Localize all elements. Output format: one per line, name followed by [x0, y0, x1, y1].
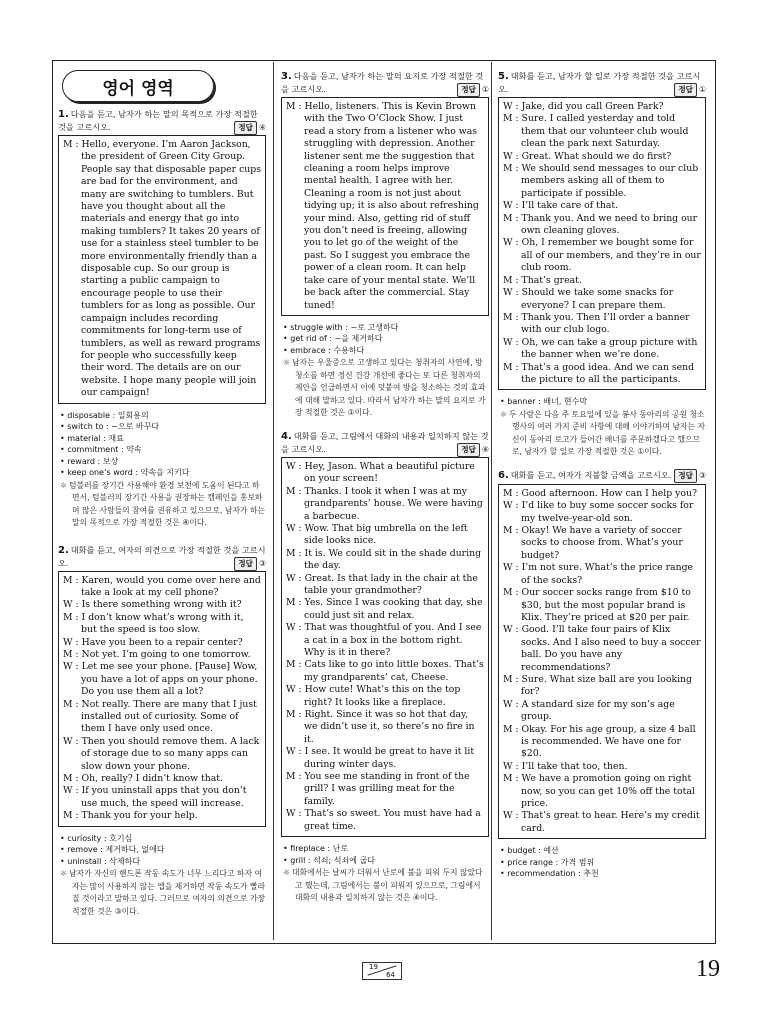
answer-tag: 정답 — [674, 469, 697, 483]
vocabulary-list — [60, 833, 266, 868]
question-prompt — [281, 430, 489, 455]
explanation-text: 남자는 우울증으로 고생하고 있다는 청취자의 사연에, 방 청소를 하면 정신 건강 개선에 좋다는 또 다른 청취자의 제안을 언급하면서 이에 덧붙여 방을 청소하는 것의 효과에 대해 말하고 있다. 따라서 남자가 하는 말의 요지로 가장 적절한 것은 ①이다. — [292, 358, 486, 418]
question-prompt — [498, 469, 706, 482]
script-line: W : That’s so sweet. You must have had a great time. — [286, 808, 481, 832]
answer-tag: 정답 — [457, 443, 480, 457]
section-title: 영어 영역 — [62, 70, 214, 102]
script-line: M : Sure. What size ball are you looking for? — [503, 673, 692, 698]
script-line: W : I see. It would be great to have it lit during winter days. — [286, 746, 475, 770]
question-prompt — [281, 70, 489, 95]
vocabulary-item: • struggle with : ~로 고생하다 — [283, 322, 399, 332]
vocabulary-item: • curiosity : 호기심 — [60, 833, 133, 843]
vocabulary-list — [283, 322, 489, 357]
script-line: M : That’s a good idea. And we can send the picture to all the participants. — [503, 361, 695, 385]
vocabulary-item: • price range : 가격 범위 — [500, 857, 595, 867]
answer-value: ④ — [481, 444, 489, 454]
answer-tag: 정답 — [234, 557, 257, 571]
column-1 — [58, 64, 266, 922]
answer-tag: 정답 — [674, 83, 697, 97]
answer-badge — [674, 83, 706, 97]
column-divider — [491, 62, 492, 940]
vocabulary-list — [60, 410, 266, 479]
script-line: M : Oh, really? I didn’t know that. — [63, 773, 223, 785]
script-line: M : We have a promotion going on right now, so you can get 10% off the total price. — [503, 773, 695, 809]
script-line: M : That’s great. — [503, 274, 582, 286]
script-line: W : I’ll take care of that. — [503, 200, 619, 212]
script-line: M : Thank you. And we need to bring our own cleaning gloves. — [503, 212, 698, 237]
explanation — [500, 409, 706, 459]
question-number: 6. — [498, 469, 509, 481]
vocabulary-list — [500, 845, 706, 880]
script-line: W : Have you been to a repair center? — [63, 636, 243, 648]
script-line: W : Great. What should we do first? — [503, 150, 672, 162]
answer-value: ④ — [258, 123, 266, 132]
vocabulary-item: • switch to : ~으로 바꾸다 — [60, 422, 160, 432]
explanation — [283, 357, 489, 420]
script-line: W : I’m not sure. What’s the price range of the socks? — [503, 562, 694, 586]
vocabulary-item: • banner : 배너, 현수막 — [500, 397, 588, 407]
lightbulb-icon: ☼ — [60, 480, 67, 490]
script-line: W : I’d like to buy some soccer socks for my twelve-year-old son. — [503, 500, 694, 524]
script-line: W : How cute! What’s this on the top right? It looks like a fireplace. — [286, 684, 461, 708]
vocabulary-item: • reward : 보상 — [60, 456, 119, 466]
answer-value: ① — [698, 85, 706, 94]
page-number: 19 — [696, 956, 720, 982]
lightbulb-icon: ☼ — [500, 409, 507, 419]
vocabulary-item: • material : 재료 — [60, 433, 124, 443]
vocabulary-item: • fireplace : 난로 — [283, 844, 349, 854]
script-line: M : You see me standing in front of the grill? I was grilling meat for the family. — [286, 771, 470, 807]
script-box — [498, 484, 706, 839]
answer-badge — [457, 83, 489, 97]
script-line: W : A standard size for my son’s age group. — [503, 698, 675, 723]
vocabulary-item: • recommendation : 추천 — [500, 869, 599, 879]
script-line: W : I’ll take that too, then. — [503, 760, 628, 772]
vocabulary-item: • keep one’s word : 약속을 지키다 — [60, 468, 190, 478]
page-indicator — [362, 962, 402, 980]
vocabulary-item: • grill : 석쇠; 석쇠에 굽다 — [283, 855, 375, 865]
vocabulary-list — [500, 396, 706, 408]
vocabulary-item: • embrace : 수용하다 — [283, 345, 365, 355]
question-prompt — [58, 544, 266, 569]
answer-badge — [674, 469, 706, 483]
question-text: 대화를 듣고, 여자가 지불할 금액을 고르시오. — [510, 469, 672, 480]
script-box — [281, 457, 489, 837]
script-line: M : Thank you. Then I’ll order a banner with our club logo. — [503, 311, 690, 336]
question-text: 대화를 듣고, 남자가 할 일로 가장 적절한 것을 고르시오. — [498, 71, 701, 94]
lightbulb-icon: ☼ — [283, 868, 290, 878]
script-box — [58, 571, 266, 827]
script-line: M : Okay. For his age group, a size 4 ball is recommended. We have one for $20. — [503, 723, 696, 760]
script-line: W : Oh, I remember we bought some for all of our members, and they’re in our club room. — [503, 237, 701, 274]
script-line: W : Is there something wrong with it? — [63, 599, 242, 611]
script-line: M : It is. We could sit in the shade during the day. — [286, 547, 482, 572]
script-line: M : We should send messages to our club members asking all of them to participate if possible. — [503, 163, 699, 199]
script-line: M : Okay! We have a variety of soccer socks to choose from. What’s your budget? — [503, 525, 683, 561]
script-box — [281, 97, 489, 316]
script-line: M : Cats like to go into little boxes. That’s my grandparents’ cat, Cheese. — [286, 659, 484, 683]
page-indicator-current: 19 — [369, 963, 378, 971]
explanation — [283, 867, 489, 905]
script-line: M : Hello, listeners. This is Kevin Brown with the Two O’Clock Show. I just read a story from a listener who was struggling with depression. Another listener sent me the suggestion that cleaning a room helps improve mental health. I agree with her. Cleaning a room is not just about tidying up; it is also about refreshing your mind. Also, getting rid of stuff you don’t need is freeing, allowing you to let go of the weight of the past. So I suggest you embrace the power of a clean room. It can help take care of your mental state. We’ll be back after the commercial. Stay tuned! — [286, 101, 479, 311]
answer-badge — [457, 443, 489, 457]
script-box — [498, 97, 706, 390]
vocabulary-item: • disposable : 일회용의 — [60, 410, 149, 420]
question-text: 다음을 듣고, 남자가 하는 말의 요지로 가장 적절한 것을 고르시오. — [281, 71, 484, 94]
vocabulary-item: • remove : 제거하다, 없애다 — [60, 845, 165, 855]
explanation — [60, 868, 266, 918]
explanation — [60, 480, 266, 530]
script-line: W : Jake, did you call Green Park? — [503, 101, 664, 112]
answer-tag: 정답 — [457, 83, 480, 97]
answer-value: ① — [481, 85, 489, 94]
question-prompt — [58, 108, 266, 133]
question-text: 대화를 듣고, 그림에서 대화의 내용과 일치하지 않는 것을 고르시오. — [281, 430, 489, 454]
script-line: M : Not yet. I’m going to one tomorrow. — [63, 648, 251, 660]
script-line: M : Not really. There are many that I just installed out of curiosity. Some of them I have only used once. — [63, 698, 257, 735]
script-line: W : Should we take some snacks for everyone? I can prepare them. — [503, 287, 674, 311]
script-line: W : Good. I’ll take four pairs of Klix socks. And I also need to buy a soccer ball. Do you have any recommendations? — [503, 624, 701, 673]
answer-value: ③ — [258, 558, 266, 568]
script-line: W : That’s great to hear. Here’s my credit card. — [503, 810, 700, 834]
question-number: 4. — [281, 430, 292, 442]
script-line: M : I don’t know what’s wrong with it, but the speed is too slow. — [63, 611, 244, 636]
question-prompt — [498, 70, 706, 95]
explanation-text: 두 사람은 다음 주 토요일에 있을 봉사 동아리의 공원 청소 행사의 여러 가지 준비 사항에 대해 이야기하며 남자는 자신이 동아리 로고가 들어간 배너를 주문하겠다고 했으므로, 남자가 할 일로 가장 적절한 것은 ①이다. — [509, 409, 706, 457]
script-line: M : Sure. I called yesterday and told them that our volunteer club would clean the park next Saturday. — [503, 113, 689, 150]
question-number: 3. — [281, 71, 292, 82]
script-line: M : Karen, would you come over here and take a look at my cell phone? — [63, 574, 261, 598]
answer-badge — [234, 557, 266, 571]
script-line: M : Our soccer socks range from $10 to $30, but the most popular brand is Klix. They’re priced at $20 per pair. — [503, 587, 691, 623]
script-line: M : Right. Since it was so hot that day, we didn’t use it, so there’s no fire in it. — [286, 709, 475, 745]
question-number: 2. — [58, 544, 69, 556]
question-text: 다음을 듣고, 남자가 하는 말의 목적으로 가장 적절한 것을 고르시오. — [58, 109, 258, 132]
script-line: M : Good afternoon. How can I help you? — [503, 487, 697, 499]
script-line: W : Let me see your phone. [Pause] Wow, you have a lot of apps on your phone. Do you use them all a lot? — [63, 661, 258, 698]
question-number: 1. — [58, 109, 69, 120]
vocabulary-list — [283, 843, 489, 866]
vocabulary-item: • budget : 예산 — [500, 846, 559, 856]
page-indicator-total: 64 — [386, 971, 395, 979]
script-line: W : Great. Is that lady in the chair at the table your grandmother? — [286, 572, 478, 596]
script-line: M : Yes. Since I was cooking that day, she could just sit and relax. — [286, 597, 483, 621]
vocabulary-item: • uninstall : 삭제하다 — [60, 856, 141, 866]
explanation-text: 대화에서는 날씨가 더워서 난로에 불을 피워 두지 않았다고 했는데, 그림에서는 불이 피워져 있으므로, 그림에서 대화의 내용과 일치하지 않는 것은 ④이다. — [292, 868, 483, 903]
explanation-text: 텀블러를 장기간 사용해야 환경 보전에 도움이 된다고 하면서, 텀블러의 장기간 사용을 권장하는 캠페인을 홍보하며 많은 사람들의 참여를 권유하고 있으므로, 남자가 하는 말의 목적으로 가장 적절한 것은 ④이다. — [69, 480, 266, 528]
script-line: W : That was thoughtful of you. And I see a cat in a box in the bottom right. Why is it in there? — [286, 622, 482, 658]
column-2 — [281, 66, 489, 909]
column-3 — [498, 66, 706, 880]
script-line: M : Hello, everyone. I’m Aaron Jackson, the president of Green City Group. People say that disposable paper cups are bad for the environment, and many are switching to tumblers. But have you thought about all the materials and energy that go into making tumblers? It takes 20 years of use for a stainless steel tumbler to be more environmentally friendly than a disposable cup. So our group is starting a public campaign to encourage people to use their tumblers for as long as possible. Our campaign includes recording commitments for long-term use of tumblers, as well as reward programs for people who successfully keep their word. The details are on our website. I hope many people will join our campaign! — [63, 139, 261, 399]
script-line: M : Thank you for your help. — [63, 810, 198, 822]
answer-tag: 정답 — [234, 121, 257, 135]
script-line: W : Oh, we can take a group picture with the banner when we’re done. — [503, 336, 698, 361]
lightbulb-icon: ☼ — [283, 358, 290, 368]
answer-value: ③ — [698, 470, 706, 480]
script-line: W : Wow. That big umbrella on the left side looks nice. — [286, 522, 468, 547]
script-line: W : If you uninstall apps that you don’t use much, the speed will increase. — [63, 785, 247, 809]
script-line: W : Hey, Jason. What a beautiful picture on your screen! — [286, 460, 475, 485]
column-divider — [273, 62, 274, 940]
script-line: M : Thanks. I took it when I was at my grandparents’ house. We were having a barbecue. — [286, 485, 483, 522]
question-number: 5. — [498, 71, 509, 82]
answer-badge — [234, 121, 266, 135]
lightbulb-icon: ☼ — [60, 869, 67, 879]
explanation-text: 남자가 자신의 핸드폰 작동 속도가 너무 느리다고 하자 여자는 많이 사용하지 않는 앱을 제거하면 작동 속도가 빨라질 것이라고 말하고 있다. 그러므로 여자의 의견으로 가장 적절한 것은 ③이다. — [69, 869, 266, 916]
vocabulary-item: • get rid of : ~을 제거하다 — [283, 334, 383, 344]
script-box — [58, 135, 266, 404]
script-line: W : Then you should remove them. A lack of storage due to so many apps can slow down your phone. — [63, 735, 260, 772]
vocabulary-item: • commitment : 약속 — [60, 445, 142, 455]
question-text: 대화를 듣고, 여자의 의견으로 가장 적절한 것을 고르시오. — [58, 544, 266, 568]
